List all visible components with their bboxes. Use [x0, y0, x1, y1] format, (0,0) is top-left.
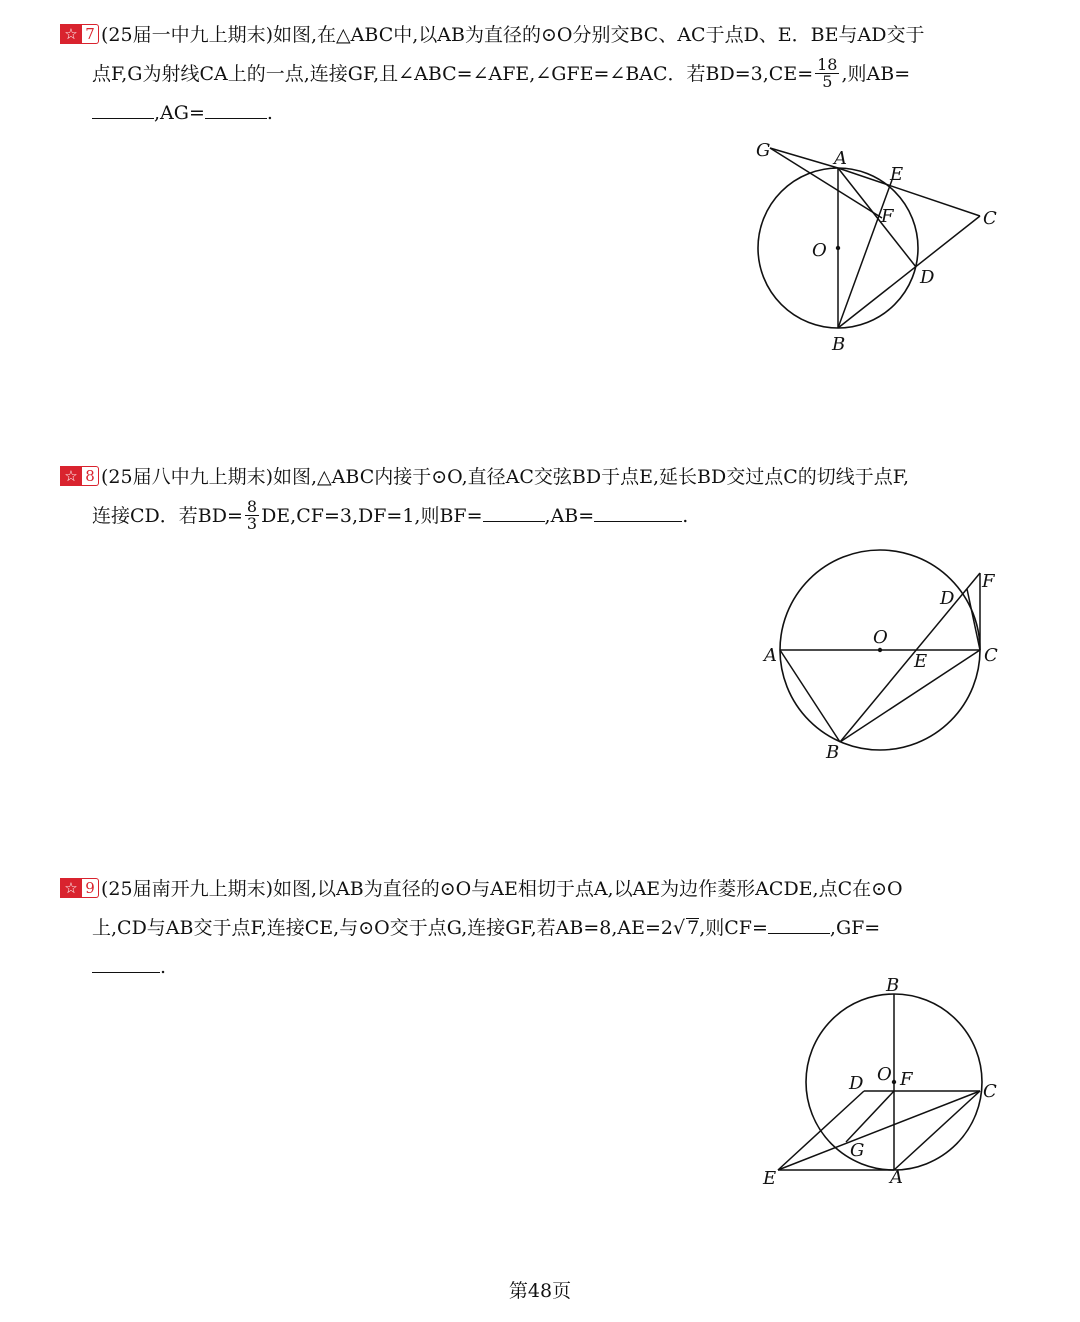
segment-ca	[838, 168, 980, 216]
label-g: G	[756, 140, 771, 161]
sqrt-icon: √	[673, 917, 686, 939]
problem-7-line-1	[60, 16, 1020, 55]
problem-text: 如图,△ABC内接于⊙O,直径AC交弦BD于点E,延长BD交过点C的切线于点F,	[273, 466, 910, 488]
problem-number: 7	[82, 24, 99, 44]
fraction-denominator: 5	[822, 71, 833, 91]
label-c: C	[983, 1081, 997, 1102]
label-d: D	[849, 1073, 864, 1094]
problem-source: (25届八中九上期末)	[101, 466, 274, 488]
sqrt-radicand: 7	[687, 917, 700, 939]
problem-7-line-2	[60, 55, 1020, 94]
problem-text: 上,CD与AB交于点F,连接CE,与⊙O交于点G,连接GF,若AB=8,AE=2	[92, 917, 674, 939]
problem-9-line-2	[60, 909, 1020, 948]
problem-9-badge	[60, 878, 99, 898]
problem-text: ,AB=	[544, 505, 595, 527]
label-d: D	[920, 267, 935, 288]
figure-problem-8	[760, 545, 1020, 775]
problem-8-line-1	[60, 458, 1020, 497]
fraction-denominator: 3	[246, 513, 258, 533]
label-f: F	[900, 1069, 913, 1090]
center-o-dot	[878, 648, 882, 652]
segment-gf	[770, 148, 882, 218]
problem-text: DE,CF=3,DF=1,则BF=	[261, 505, 483, 527]
fraction	[245, 496, 259, 533]
label-b: B	[832, 334, 846, 355]
problem-text: ,GF=	[829, 917, 881, 939]
answer-blank-ab[interactable]	[92, 96, 154, 119]
label-a: A	[834, 148, 847, 169]
label-f: F	[881, 206, 894, 227]
label-d: D	[940, 588, 955, 609]
star-icon: ☆	[60, 24, 82, 44]
fraction	[815, 54, 839, 91]
segment-cd	[967, 589, 980, 650]
problem-7-line-3	[60, 94, 1020, 133]
problem-8-badge	[60, 466, 99, 486]
star-icon: ☆	[60, 466, 82, 486]
problem-text: .	[160, 956, 167, 978]
answer-blank-ag[interactable]	[205, 96, 267, 119]
figure-problem-9	[750, 975, 1020, 1195]
problem-text: 如图,在△ABC中,以AB为直径的⊙O分别交BC、AC于点D、E．BE与AD交于	[273, 24, 925, 46]
figure-problem-7	[740, 130, 1020, 360]
problem-source: (25届南开九上期末)	[101, 878, 274, 900]
answer-blank-bf[interactable]	[483, 499, 545, 522]
label-a: A	[764, 645, 777, 666]
label-c: C	[984, 645, 998, 666]
label-e: E	[763, 1168, 777, 1189]
problem-8	[60, 458, 1020, 536]
segment-bf	[840, 573, 980, 742]
answer-blank-gf[interactable]	[92, 950, 160, 973]
problem-text: ,则CF=	[699, 917, 768, 939]
label-b: B	[826, 742, 840, 763]
label-a: A	[890, 1167, 903, 1188]
label-o: O	[812, 240, 827, 261]
page-number: 第48页	[508, 1280, 572, 1302]
problem-text: .	[682, 505, 689, 527]
problem-text: ,则AB=	[841, 63, 911, 85]
label-o: O	[877, 1064, 892, 1085]
label-c: C	[983, 208, 997, 229]
label-o: O	[873, 627, 888, 648]
problem-9	[60, 870, 1020, 987]
problem-text: 如图,以AB为直径的⊙O与AE相切于点A,以AE为边作菱形ACDE,点C在⊙O	[273, 878, 903, 900]
center-o-dot	[892, 1080, 896, 1084]
label-f: F	[982, 571, 995, 592]
segment-ad	[838, 168, 916, 267]
label-g: G	[850, 1140, 865, 1161]
problem-text: 点F,G为射线CA上的一点,连接GF,且∠ABC=∠AFE,∠GFE=∠BAC．若BD=3,CE=	[92, 63, 814, 85]
label-e: E	[914, 651, 928, 672]
problem-number: 8	[82, 466, 99, 486]
answer-blank-cf[interactable]	[768, 911, 830, 934]
answer-blank-ab[interactable]	[594, 499, 682, 522]
problem-9-line-1	[60, 870, 1020, 909]
label-b: B	[886, 975, 900, 996]
problem-text: .	[266, 102, 273, 124]
problem-source: (25届一中九上期末)	[101, 24, 274, 46]
segment-bc	[840, 650, 980, 742]
star-icon: ☆	[60, 878, 82, 898]
fraction-numerator: 18	[817, 54, 838, 74]
problem-text: 连接CD．若BD=	[92, 505, 243, 527]
problem-8-line-2	[60, 497, 1020, 536]
center-o-dot	[836, 246, 840, 250]
segment-bc	[838, 216, 980, 328]
segment-ab	[780, 650, 840, 742]
problem-text: ,AG=	[154, 102, 205, 124]
problem-7-badge	[60, 24, 99, 44]
segment-ag	[770, 148, 838, 168]
label-e: E	[890, 164, 904, 185]
problem-number: 9	[82, 878, 99, 898]
fraction-numerator: 8	[246, 496, 258, 516]
problem-7	[60, 16, 1020, 133]
